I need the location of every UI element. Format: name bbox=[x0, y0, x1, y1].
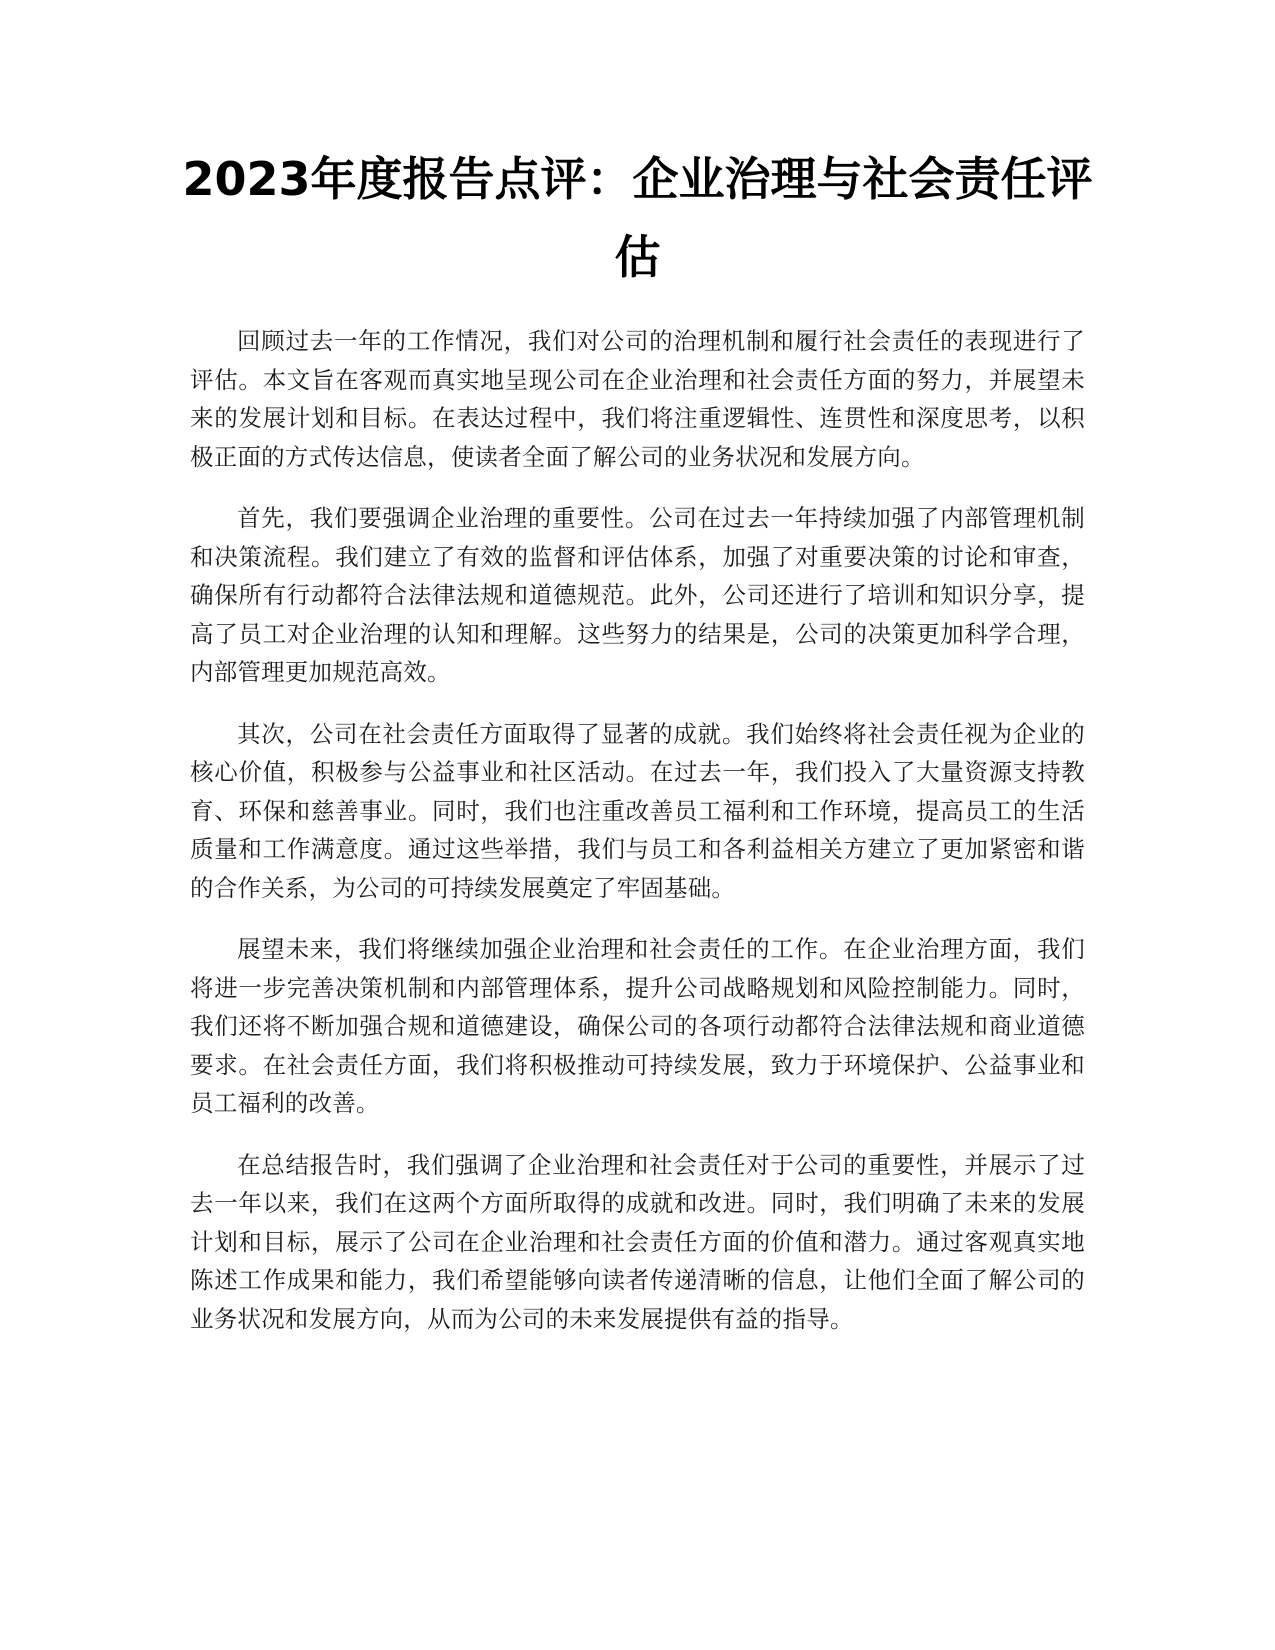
paragraph-social-responsibility: 其次，公司在社会责任方面取得了显著的成就。我们始终将社会责任视为企业的核心价值，积极参与公益事业和社区活动。在过去一年，我们投入了大量资源支持教育、环保和慈善事业。同时，我们也注重改善员工福利和工作环境，提高员工的生活质量和工作满意度。通过这些举措，我们与员工和各利益相关方建立了更加紧密和谐的合作关系，为公司的可持续发展奠定了牢固基础。 bbox=[190, 719, 1085, 902]
paragraph-intro: 回顾过去一年的工作情况，我们对公司的治理机制和履行社会责任的表现进行了评估。本文旨在客观而真实地呈现公司在企业治理和社会责任方面的努力，并展望未来的发展计划和目标。在表达过程中，我们将注重逻辑性、连贯性和深度思考，以积极正面的方式传达信息，使读者全面了解公司的业务状况和发展方向。 bbox=[190, 327, 1085, 471]
document-body bbox=[190, 322, 1085, 1361]
page-title: 2023年度报告点评：企业治理与社会责任评估 bbox=[182, 152, 1093, 284]
paragraph-conclusion: 在总结报告时，我们强调了企业治理和社会责任对于公司的重要性，并展示了过去一年以来，我们在这两个方面所取得的成就和改进。同时，我们明确了未来的发展计划和目标，展示了公司在企业治理和社会责任方面的价值和潜力。通过客观真实地陈述工作成果和能力，我们希望能够向读者传递清晰的信息，让他们全面了解公司的业务状况和发展方向，从而为公司的未来发展提供有益的指导。 bbox=[190, 1150, 1085, 1333]
paragraph-outlook: 展望未来，我们将继续加强企业治理和社会责任的工作。在企业治理方面，我们将进一步完善决策机制和内部管理体系，提升公司战略规划和风险控制能力。同时，我们还将不断加强合规和道德建设，确保公司的各项行动都符合法律法规和商业道德要求。在社会责任方面，我们将积极推动可持续发展，致力于环境保护、公益事业和员工福利的改善。 bbox=[190, 935, 1085, 1117]
paragraph-governance: 首先，我们要强调企业治理的重要性。公司在过去一年持续加强了内部管理机制和决策流程。我们建立了有效的监督和评估体系，加强了对重要决策的讨论和审查，确保所有行动都符合法律法规和道德规范。此外，公司还进行了培训和知识分享，提高了员工对企业治理的认知和理解。这些努力的结果是，公司的决策更加科学合理，内部管理更加规范高效。 bbox=[190, 504, 1085, 686]
